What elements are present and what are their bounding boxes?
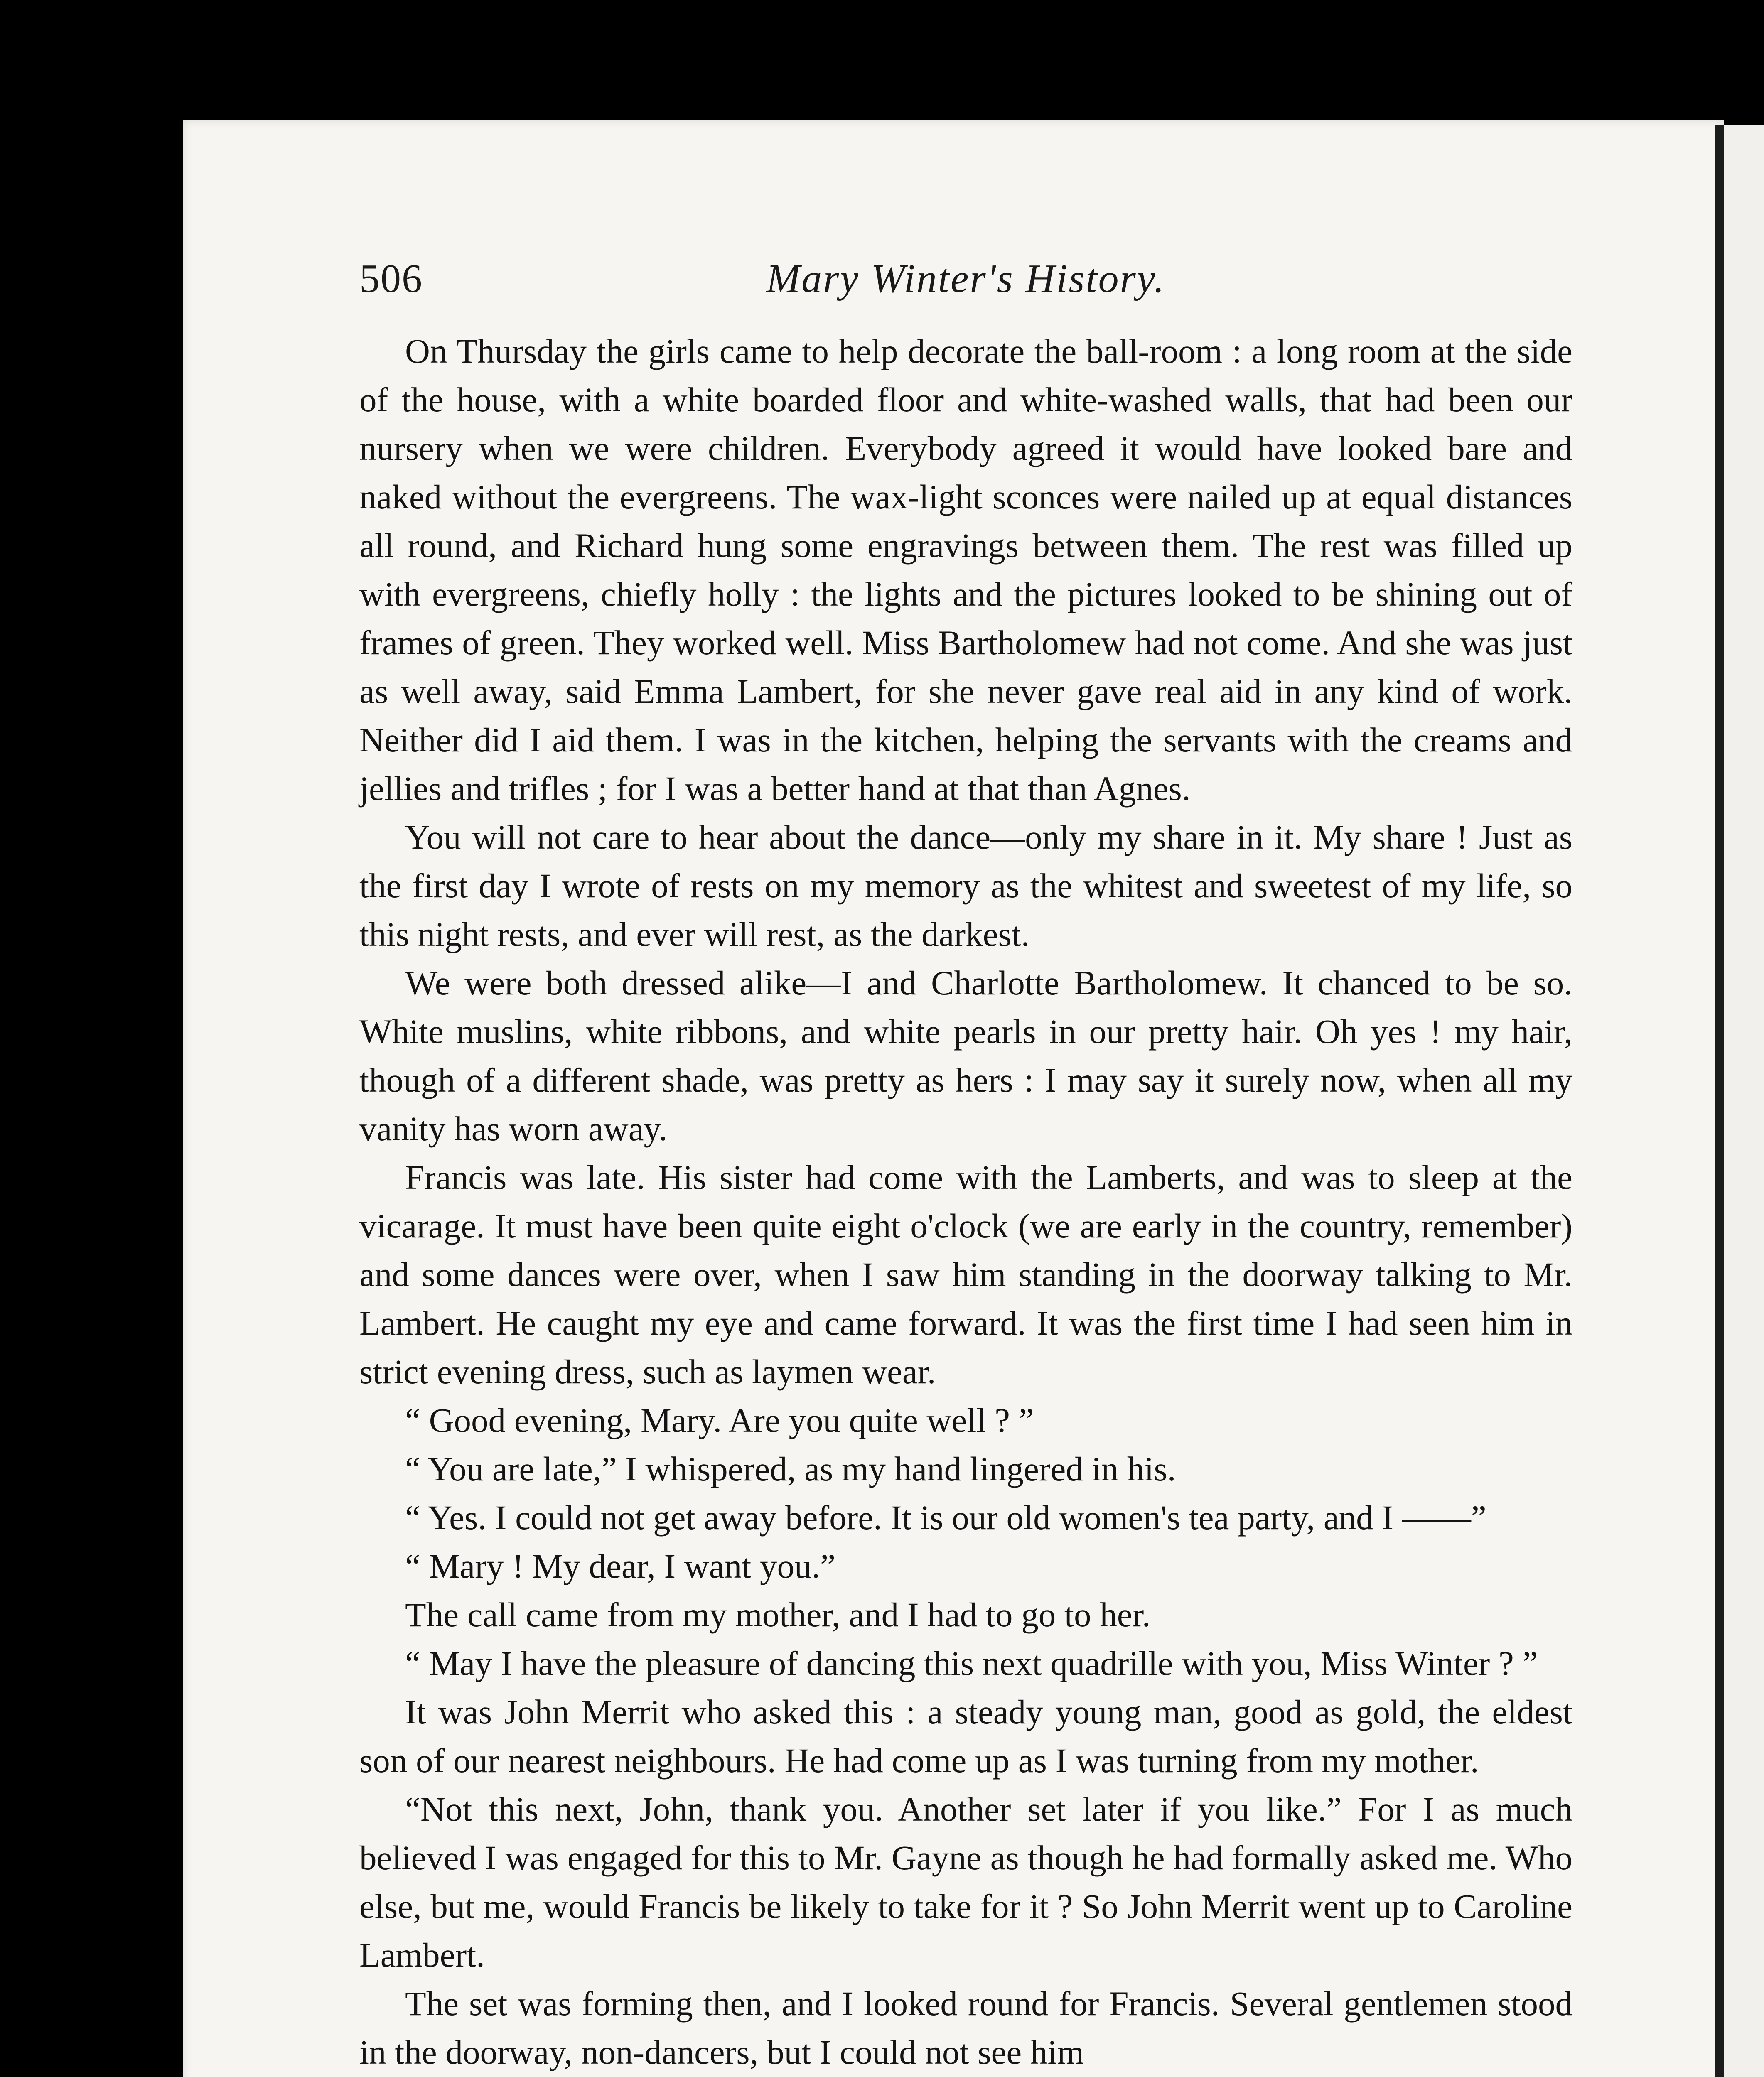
paragraph: You will not care to hear about the dance—only my share in it. My share ! Just as the first day I wrote of rests on my memory as the whitest and sweetest of my life, so this night rests, and ever will rest, as the darkest. bbox=[359, 818, 1572, 953]
body-text bbox=[359, 327, 1572, 2077]
dialogue-line: “ You are late,” I whispered, as my hand lingered in his. bbox=[405, 1450, 1176, 1488]
paragraph: It was John Merrit who asked this : a steady young man, good as gold, the eldest son of our nearest neighbours. He had come up as I was turning from my mother. bbox=[359, 1693, 1572, 1780]
page-header bbox=[359, 255, 1572, 322]
paragraph: The set was forming then, and I looked round for Francis. Several gentlemen stood in the doorway, non-dancers, but I could not see him bbox=[359, 1984, 1572, 2071]
dialogue-line: “ May I have the pleasure of dancing this next quadrille with you, Miss Winter ? ” bbox=[405, 1644, 1538, 1682]
paragraph: “Not this next, John, thank you. Another set later if you like.” For I as much believed I was engaged for this to Mr. Gayne as though he had formally asked me. Who else, but me, would Francis be likely to take for it ? So John Merrit went up to Caroline Lambert. bbox=[359, 1790, 1572, 1974]
paragraph: We were both dressed alike—I and Charlotte Bartholomew. It chanced to be so. White muslins, white ribbons, and white pearls in our pretty hair. Oh yes ! my hair, though of a different shade, was pretty as hers : I may say it surely now, when all my vanity has worn away. bbox=[359, 964, 1572, 1148]
paragraph: Francis was late. His sister had come with the Lamberts, and was to sleep at the vicarage. It must have been quite eight o'clock (we are early in the country, remember) and some dances were over, when I saw him standing in the doorway talking to Mr. Lambert. He caught my eye and came forward. It was the first time I had seen him in strict evening dress, such as laymen wear. bbox=[359, 1158, 1572, 1391]
dialogue-line: “ Mary ! My dear, I want you.” bbox=[405, 1547, 836, 1585]
paragraph: The call came from my mother, and I had to go to her. bbox=[405, 1596, 1151, 1634]
facing-page-edge bbox=[1724, 125, 1764, 2077]
paragraph: On Thursday the girls came to help decorate the ball-room : a long room at the side of the house, with a white boarded floor and white-washed walls, that had been our nursery when we were children. Everybody agreed it would have looked bare and naked without the evergreens. The wax-light sconces were nailed up at equal distances all round, and Richard hung some engravings between them. The rest was filled up with evergreens, chiefly holly : the lights and the pictures looked to be shining out of frames of green. They worked well. Miss Bartholomew had not come. And she was just as well away, said Emma Lambert, for she never gave real aid in any kind of work. Neither did I aid them. I was in the kitchen, helping the servants with the creams and jellies and trifles ; for I was a better hand at that than Agnes. bbox=[359, 332, 1572, 808]
dialogue-line: “ Good evening, Mary. Are you quite well ? ” bbox=[405, 1401, 1034, 1439]
running-title: Mary Winter's History. bbox=[766, 256, 1166, 301]
dialogue-line: “ Yes. I could not get away before. It is our old women's tea party, and I ——” bbox=[405, 1498, 1486, 1537]
page-number: 506 bbox=[359, 256, 423, 301]
